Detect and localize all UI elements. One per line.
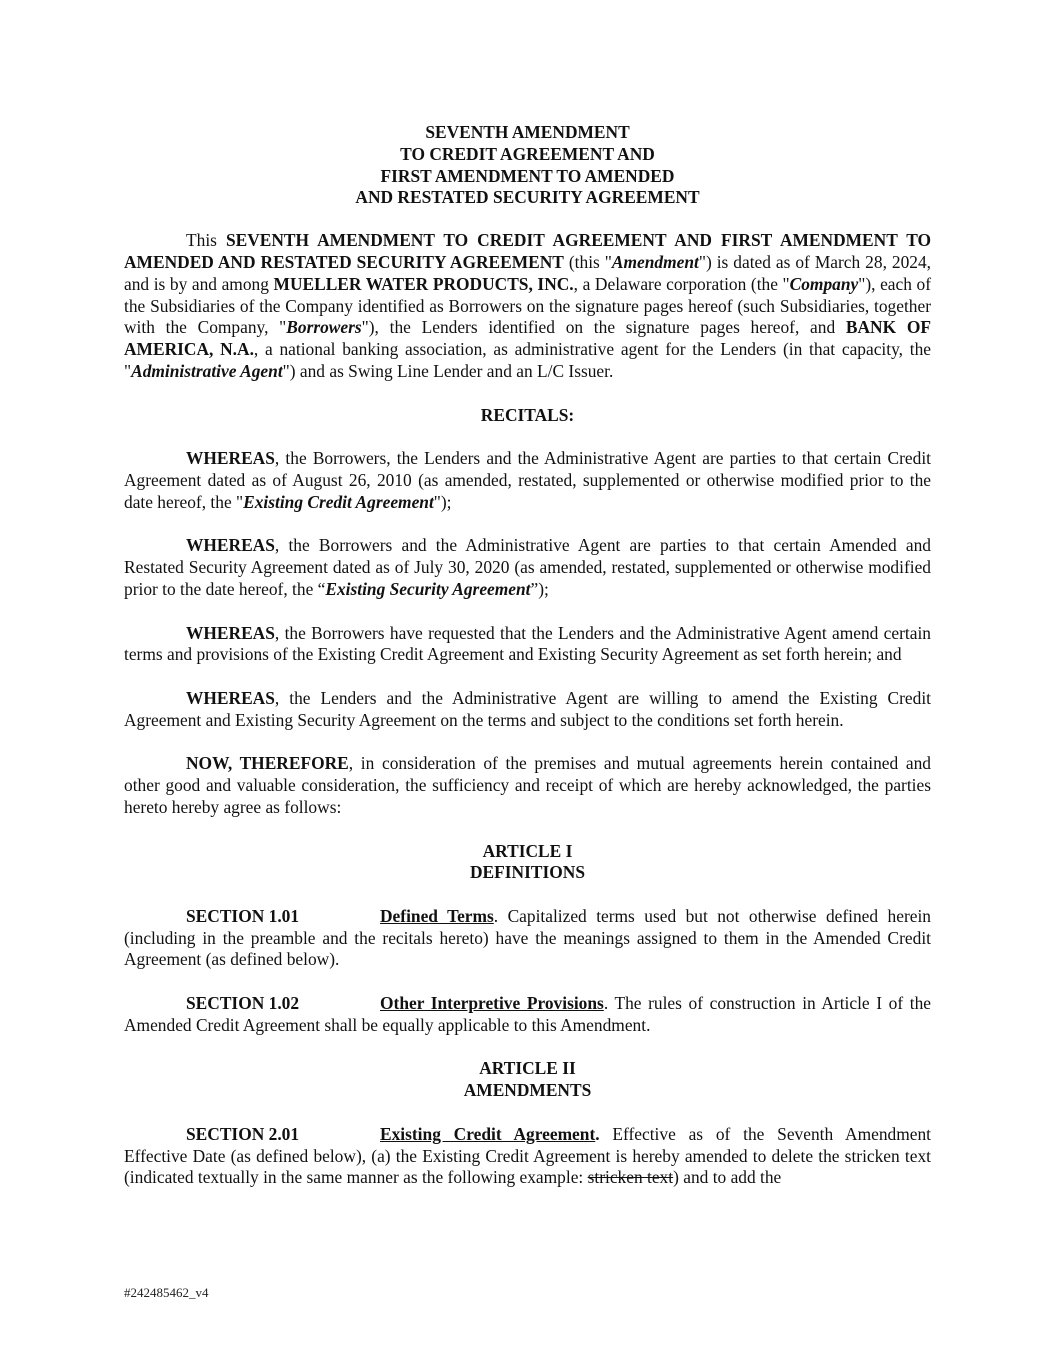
recitals-heading: RECITALS: bbox=[480, 404, 575, 425]
document-footer-id: #242485462_v4 bbox=[124, 1285, 209, 1300]
title-line-4: AND RESTATED SECURITY AGREEMENT bbox=[355, 187, 700, 208]
stricken-text-example: stricken text bbox=[587, 1167, 674, 1188]
preamble-paragraph: This SEVENTH AMENDMENT TO CREDIT AGREEMENT AND FIRST AMENDMENT TO AMENDED AND RESTATED SECURITY AGREEMENT (this "Amendment") is dated as of March 28, 2024, and is by and among MUELLER WATER PRODUCTS, INC., a Delaware corporation (the "Company"), each of the Subsidiaries of the Company identified as Borrowers on the signature pages hereof (such Subsidiaries, together with the Company, "Borrowers"), the Lenders identified on the signature pages hereof, and BANK OF AMERICA, N.A., a national banking association, as administrative agent for the Lenders (in that capacity, the "Administrative Agent") and as Swing Line Lender and an L/C Issuer. bbox=[124, 230, 932, 381]
article-1-heading: ARTICLE I DEFINITIONS bbox=[469, 840, 585, 883]
document-title bbox=[124, 122, 931, 209]
now-therefore-paragraph: NOW, THEREFORE, in consideration of the premises and mutual agreements herein contained and other good and valuable consideration, the sufficiency and receipt of which are hereby acknowledged, the parties hereto hereby agree as follows: bbox=[124, 753, 931, 817]
whereas-paragraph-2: WHEREAS, the Borrowers and the Administrative Agent are parties to that certain Amended and Restated Security Agreement dated as of July 30, 2020 (as amended, restated, supplemented or otherwise modified prior to the date hereof, the “Existing Security Agreement”); bbox=[124, 535, 931, 599]
section-1-01: SECTION 1.01 Defined Terms. Capitalized terms used but not otherwise defined herein (including in the preamble and the recitals hereto) have the meanings assigned to them in the Amended Credit Agreement (as defined below). bbox=[124, 905, 931, 970]
whereas-paragraph-3: WHEREAS, the Borrowers have requested that the Lenders and the Administrative Agent amend certain terms and provisions of the Existing Credit Agreement and Existing Security Agreement as set forth herein; and bbox=[124, 622, 931, 665]
whereas-paragraph-4: WHEREAS, the Lenders and the Administrative Agent are willing to amend the Existing Credit Agreement and Existing Security Agreement on the terms and subject to the conditions set forth herein. bbox=[124, 687, 931, 730]
title-line-1: SEVENTH AMENDMENT bbox=[425, 122, 630, 142]
title-line-3: FIRST AMENDMENT TO AMENDED bbox=[380, 165, 675, 186]
title-line-2: TO CREDIT AGREEMENT AND bbox=[400, 143, 655, 164]
document-page bbox=[124, 122, 931, 1211]
whereas-paragraph-1: WHEREAS, the Borrowers, the Lenders and the Administrative Agent are parties to that certain Credit Agreement dated as of August 26, 2010 (as amended, restated, supplemented or otherwise modified prior to the date hereof, the "Existing Credit Agreement"); bbox=[124, 448, 931, 512]
section-1-02: SECTION 1.02 Other Interpretive Provisions. The rules of construction in Article I of the Amended Credit Agreement shall be equally applicable to this Amendment. bbox=[124, 993, 931, 1035]
section-2-01: SECTION 2.01 Existing Credit Agreement. Effective as of the Seventh Amendment Effective Date (as defined below), (a) the Existing Credit Agreement is hereby amended to delete the stricken text (indicated textually in the same manner as the following example: stricken text) and to add the bbox=[124, 1123, 931, 1188]
article-2-heading: ARTICLE II AMENDMENTS bbox=[463, 1058, 592, 1101]
